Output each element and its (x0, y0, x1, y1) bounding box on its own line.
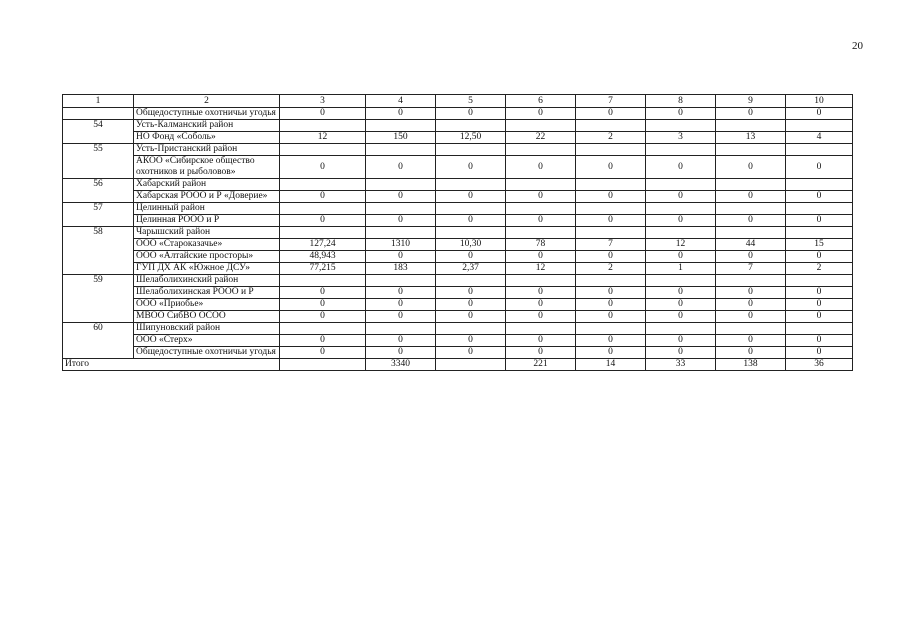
org-name: Шелаболихинская РООО и Р (134, 287, 280, 299)
value-cell: 48,943 (280, 251, 366, 263)
org-name: Общедоступные охотничьи угодья (134, 347, 280, 359)
value-cell: 0 (646, 335, 716, 347)
value-cell: 0 (436, 311, 506, 323)
value-cell: 0 (280, 335, 366, 347)
empty-cell (786, 275, 853, 287)
district-row (63, 227, 853, 239)
empty-cell (786, 323, 853, 335)
empty-cell (576, 144, 646, 156)
total-value (280, 359, 366, 371)
value-cell: 2 (786, 263, 853, 275)
value-cell: 13 (716, 132, 786, 144)
org-name: АКОО «Сибирское общество охотников и рыболовов» (134, 156, 280, 179)
value-cell: 0 (366, 287, 436, 299)
value-cell: 127,24 (280, 239, 366, 251)
district-row (63, 323, 853, 335)
empty-cell (506, 120, 576, 132)
header-cell: 6 (506, 95, 576, 108)
district-row (63, 144, 853, 156)
value-cell: 0 (576, 335, 646, 347)
value-cell: 0 (366, 108, 436, 120)
value-cell: 0 (646, 191, 716, 203)
empty-cell (436, 120, 506, 132)
empty-cell (576, 227, 646, 239)
value-cell: 0 (786, 215, 853, 227)
value-cell: 77,215 (280, 263, 366, 275)
value-cell: 0 (646, 156, 716, 179)
value-cell: 0 (716, 287, 786, 299)
empty-cell (786, 144, 853, 156)
empty-cell (280, 179, 366, 191)
empty-cell (716, 323, 786, 335)
value-cell: 0 (436, 108, 506, 120)
value-cell: 0 (366, 156, 436, 179)
table-row (63, 347, 853, 359)
org-name: НО Фонд «Соболь» (134, 132, 280, 144)
district-name: Усть-Пристанский район (134, 144, 280, 156)
value-cell: 0 (366, 251, 436, 263)
value-cell: 2 (576, 263, 646, 275)
district-row (63, 203, 853, 215)
table-row (63, 239, 853, 251)
district-number: 54 (63, 120, 134, 144)
table-row (63, 251, 853, 263)
value-cell: 12,50 (436, 132, 506, 144)
value-cell: 0 (786, 287, 853, 299)
value-cell: 0 (646, 287, 716, 299)
value-cell: 12 (506, 263, 576, 275)
header-cell: 2 (134, 95, 280, 108)
value-cell: 10,30 (436, 239, 506, 251)
value-cell: 0 (366, 311, 436, 323)
org-name: ГУП ДХ АК «Южное ДСУ» (134, 263, 280, 275)
empty-cell (716, 144, 786, 156)
value-cell: 0 (366, 347, 436, 359)
empty-cell (436, 323, 506, 335)
value-cell: 0 (646, 215, 716, 227)
empty-cell (280, 275, 366, 287)
table-row (63, 335, 853, 347)
org-name: ООО «Приобье» (134, 299, 280, 311)
empty-cell (366, 203, 436, 215)
table-row (63, 156, 853, 179)
empty-cell (576, 323, 646, 335)
empty-cell (646, 275, 716, 287)
empty-cell (366, 144, 436, 156)
value-cell: 44 (716, 239, 786, 251)
district-number: 59 (63, 275, 134, 323)
empty-cell (646, 227, 716, 239)
value-cell: 0 (436, 251, 506, 263)
value-cell: 0 (280, 287, 366, 299)
header-cell: 4 (366, 95, 436, 108)
empty-cell (436, 179, 506, 191)
value-cell: 0 (506, 287, 576, 299)
value-cell: 0 (786, 347, 853, 359)
value-cell: 1310 (366, 239, 436, 251)
value-cell: 0 (436, 215, 506, 227)
value-cell: 0 (716, 335, 786, 347)
value-cell: 2 (576, 132, 646, 144)
header-cell: 7 (576, 95, 646, 108)
value-cell: 0 (716, 311, 786, 323)
empty-cell (716, 179, 786, 191)
value-cell: 0 (506, 251, 576, 263)
value-cell: 1 (646, 263, 716, 275)
empty-cell (280, 227, 366, 239)
district-row (63, 120, 853, 132)
district-number: 55 (63, 144, 134, 179)
value-cell: 0 (436, 299, 506, 311)
value-cell: 0 (646, 311, 716, 323)
empty-cell (786, 179, 853, 191)
value-cell: 0 (646, 108, 716, 120)
value-cell: 0 (576, 251, 646, 263)
value-cell: 0 (506, 347, 576, 359)
value-cell: 0 (716, 299, 786, 311)
district-name: Целинный район (134, 203, 280, 215)
total-row (63, 359, 853, 371)
value-cell: 0 (506, 215, 576, 227)
value-cell: 12 (280, 132, 366, 144)
empty-cell (366, 179, 436, 191)
district-name: Шелаболихинский район (134, 275, 280, 287)
org-name: ООО «Староказачье» (134, 239, 280, 251)
empty-cell (280, 144, 366, 156)
table-row (63, 215, 853, 227)
empty-cell (366, 120, 436, 132)
district-row (63, 275, 853, 287)
value-cell: 0 (366, 191, 436, 203)
value-cell: 0 (506, 335, 576, 347)
empty-cell (280, 323, 366, 335)
value-cell: 0 (786, 251, 853, 263)
empty-cell (786, 227, 853, 239)
value-cell: 0 (716, 215, 786, 227)
empty-cell (506, 144, 576, 156)
value-cell: 3 (646, 132, 716, 144)
empty-cell (786, 203, 853, 215)
empty-cell (646, 323, 716, 335)
empty-cell (436, 144, 506, 156)
empty-cell (576, 179, 646, 191)
value-cell: 0 (280, 215, 366, 227)
total-value: 3340 (366, 359, 436, 371)
data-table (62, 94, 853, 371)
value-cell: 0 (646, 251, 716, 263)
total-value (436, 359, 506, 371)
value-cell: 0 (280, 347, 366, 359)
value-cell: 0 (366, 299, 436, 311)
total-value: 14 (576, 359, 646, 371)
empty-cell (716, 120, 786, 132)
empty-cell (716, 227, 786, 239)
org-name: ООО «Стерх» (134, 335, 280, 347)
table-row (63, 263, 853, 275)
value-cell: 0 (436, 156, 506, 179)
value-cell: 0 (576, 299, 646, 311)
value-cell: 183 (366, 263, 436, 275)
value-cell: 0 (786, 299, 853, 311)
total-label: Итого (63, 359, 280, 371)
empty-cell (506, 275, 576, 287)
empty-cell (280, 120, 366, 132)
value-cell: 0 (576, 287, 646, 299)
empty-cell (366, 323, 436, 335)
org-name: Хабарская РООО и Р «Доверие» (134, 191, 280, 203)
value-cell: 0 (280, 108, 366, 120)
table-row (63, 311, 853, 323)
value-cell: 0 (576, 311, 646, 323)
value-cell: 0 (646, 347, 716, 359)
value-cell: 0 (716, 251, 786, 263)
empty-cell (576, 120, 646, 132)
total-value: 138 (716, 359, 786, 371)
value-cell: 0 (716, 108, 786, 120)
district-number: 56 (63, 179, 134, 203)
value-cell: 0 (716, 347, 786, 359)
value-cell: 0 (280, 191, 366, 203)
empty-cell (436, 203, 506, 215)
value-cell: 0 (280, 299, 366, 311)
value-cell: 0 (786, 311, 853, 323)
value-cell: 0 (506, 299, 576, 311)
empty-cell (716, 275, 786, 287)
value-cell: 0 (576, 156, 646, 179)
empty-cell (576, 275, 646, 287)
district-number: 58 (63, 227, 134, 275)
table-row (63, 287, 853, 299)
page-number: 20 (852, 40, 863, 52)
empty-cell (366, 227, 436, 239)
value-cell: 0 (506, 156, 576, 179)
value-cell: 0 (506, 311, 576, 323)
header-row (63, 95, 853, 108)
empty-cell (506, 203, 576, 215)
empty-cell (646, 203, 716, 215)
table-row (63, 299, 853, 311)
value-cell: 0 (786, 191, 853, 203)
empty-cell (280, 203, 366, 215)
value-cell: 0 (786, 335, 853, 347)
value-cell: 0 (786, 156, 853, 179)
header-cell: 3 (280, 95, 366, 108)
total-value: 221 (506, 359, 576, 371)
value-cell: 2,37 (436, 263, 506, 275)
value-cell: 0 (436, 347, 506, 359)
empty-cell (506, 323, 576, 335)
table-row (63, 132, 853, 144)
value-cell: 0 (436, 191, 506, 203)
value-cell: 150 (366, 132, 436, 144)
value-cell: 0 (506, 108, 576, 120)
district-name: Усть-Калманский район (134, 120, 280, 132)
header-cell: 9 (716, 95, 786, 108)
district-number: 57 (63, 203, 134, 227)
empty-cell (646, 179, 716, 191)
org-name: Общедоступные охотничьи угодья (134, 108, 280, 120)
org-name: Целинная РООО и Р (134, 215, 280, 227)
empty-cell (436, 275, 506, 287)
table-row (63, 108, 853, 120)
value-cell: 0 (506, 191, 576, 203)
value-cell: 0 (576, 108, 646, 120)
value-cell: 0 (436, 287, 506, 299)
empty-cell (506, 179, 576, 191)
header-cell: 5 (436, 95, 506, 108)
org-name: МВОО СибВО ОСОО (134, 311, 280, 323)
district-name: Чарышский район (134, 227, 280, 239)
value-cell: 0 (716, 156, 786, 179)
total-value: 36 (786, 359, 853, 371)
value-cell: 15 (786, 239, 853, 251)
district-name: Шипуновский район (134, 323, 280, 335)
value-cell: 0 (280, 156, 366, 179)
empty-cell (63, 108, 134, 120)
district-name: Хабарский район (134, 179, 280, 191)
empty-cell (366, 275, 436, 287)
table-row (63, 191, 853, 203)
value-cell: 22 (506, 132, 576, 144)
value-cell: 7 (576, 239, 646, 251)
empty-cell (786, 120, 853, 132)
empty-cell (436, 227, 506, 239)
value-cell: 0 (576, 191, 646, 203)
value-cell: 0 (576, 347, 646, 359)
header-cell: 8 (646, 95, 716, 108)
header-cell: 1 (63, 95, 134, 108)
empty-cell (716, 203, 786, 215)
value-cell: 0 (366, 215, 436, 227)
value-cell: 0 (436, 335, 506, 347)
header-cell: 10 (786, 95, 853, 108)
district-row (63, 179, 853, 191)
value-cell: 12 (646, 239, 716, 251)
value-cell: 0 (716, 191, 786, 203)
empty-cell (646, 144, 716, 156)
value-cell: 7 (716, 263, 786, 275)
org-name: ООО «Алтайские просторы» (134, 251, 280, 263)
value-cell: 78 (506, 239, 576, 251)
empty-cell (646, 120, 716, 132)
value-cell: 0 (576, 215, 646, 227)
value-cell: 0 (786, 108, 853, 120)
empty-cell (506, 227, 576, 239)
empty-cell (576, 203, 646, 215)
value-cell: 0 (366, 335, 436, 347)
value-cell: 0 (280, 311, 366, 323)
value-cell: 0 (646, 299, 716, 311)
value-cell: 4 (786, 132, 853, 144)
total-value: 33 (646, 359, 716, 371)
district-number: 60 (63, 323, 134, 359)
